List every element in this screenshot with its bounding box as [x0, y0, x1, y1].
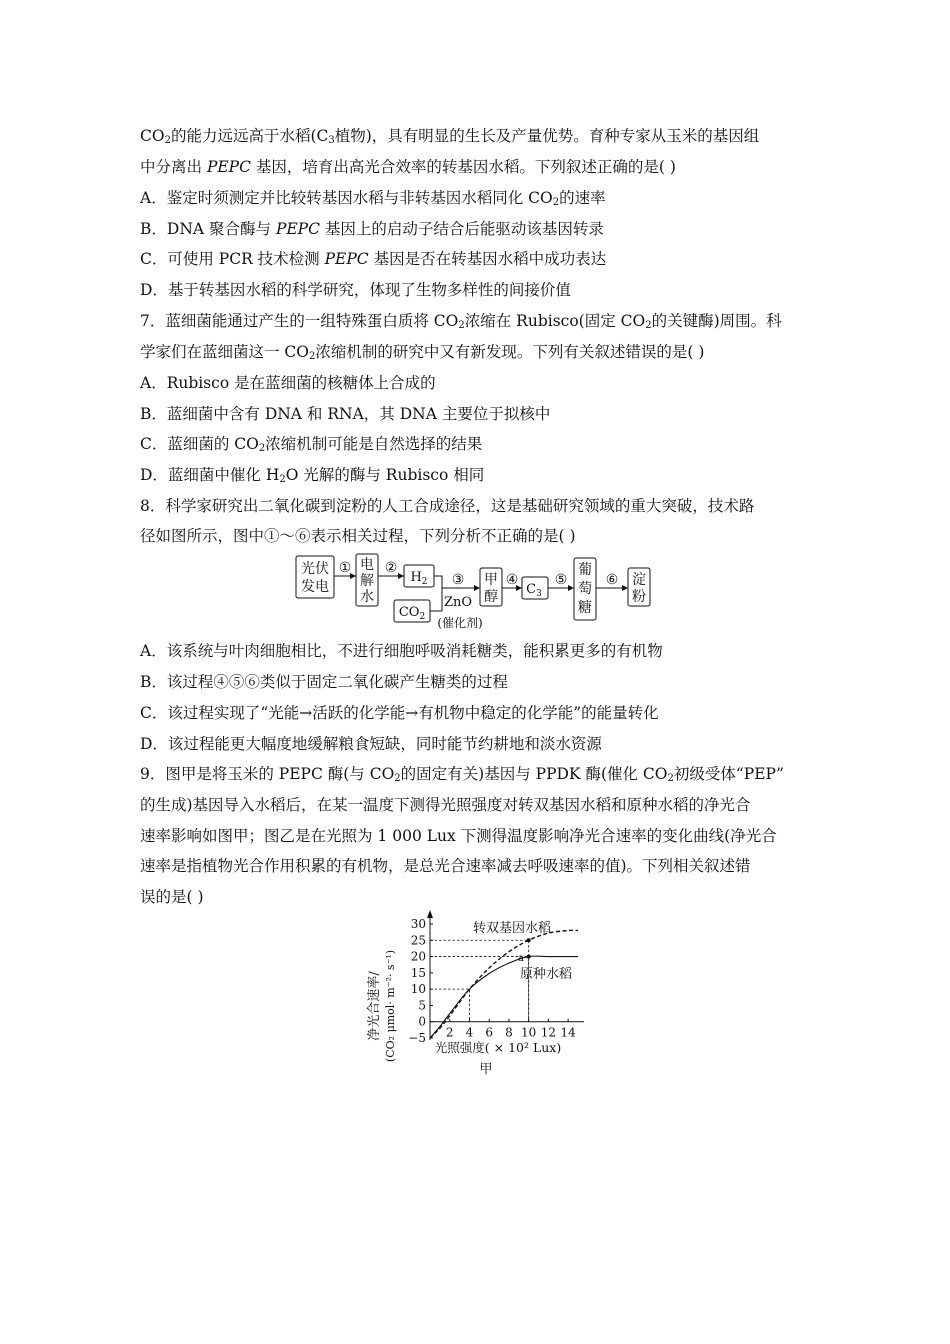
q7-stem-line-1: 7．蓝细菌能通过产生的一组特殊蛋白质将 $CO_2$浓缩在 Rubisco(固定 $CO_2$的关键酶)周围。科	[140, 312, 782, 331]
box-glucose-1: 葡	[578, 562, 592, 578]
y-tick-label: 25	[410, 933, 426, 948]
x-tick-label: 10	[521, 1025, 537, 1040]
y-tick-label: 5	[418, 998, 426, 1013]
point-transgenic-10	[527, 938, 531, 942]
q9-stem-line-1: 9．图甲是将玉米的 PEPC 酶(与 $CO_2$的固定有关)基因与 PPDK 酶(催化 $CO_2$初级受体“PEP”	[140, 765, 784, 784]
step-4: ④	[505, 572, 519, 588]
q9-stem-line-5: 误的是( )	[140, 888, 204, 906]
point-a	[527, 955, 531, 959]
q7-option-d: D．蓝细菌中催化 $H_2O$ 光解的酶与 Rubisco 相同	[140, 466, 485, 485]
x-tick-label: 8	[505, 1025, 513, 1040]
x-tick-label: 2	[445, 1025, 454, 1040]
q8-option-a: A．该系统与叶肉细胞相比，不进行细胞呼吸消耗糖类，能积累更多的有机物	[140, 642, 663, 660]
chart-x-label: 光照强度( × 10² Lux)	[434, 1040, 562, 1055]
x-tick-label: 12	[540, 1025, 557, 1040]
box-glucose-3: 糖	[578, 600, 592, 616]
q8-option-d: D．该过程能更大幅度地缓解粮食短缺，同时能节约耕地和淡水资源	[140, 735, 602, 753]
point-label-a: a	[518, 953, 524, 964]
x-tick-label: 4	[465, 1025, 474, 1040]
chart-caption: 甲	[479, 1062, 493, 1077]
q7-option-a: A．Rubisco 是在蓝细菌的核糖体上合成的	[140, 374, 436, 392]
catalyst-label: ZnO	[443, 595, 473, 610]
box-starch-1: 淀	[632, 572, 646, 588]
q7-option-b: B．蓝细菌中含有 DNA 和 RNA，其 DNA 主要位于拟核中	[140, 405, 551, 423]
q8-option-c: C．该过程实现了“光能→活跃的化学能→有机物中稳定的化学能”的能量转化	[140, 704, 659, 722]
q6-option-b: B．DNA 聚合酶与 PEPC 基因上的启动子结合后能驱动该基因转录	[140, 220, 604, 238]
step-2: ②	[384, 560, 398, 576]
q6-option-c: C．可使用 PCR 技术检测 PEPC 基因是否在转基因水稻中成功表达	[140, 250, 607, 268]
q8-stem-line-2: 径如图所示，图中①～⑥表示相关过程，下列分析不正确的是( )	[140, 527, 576, 545]
step-3: ③	[451, 572, 465, 588]
box-starch-2: 粉	[632, 589, 646, 605]
box-photovoltaic-line1: 光伏	[301, 561, 329, 577]
q9-chart-jia	[360, 910, 600, 1082]
q9-stem-line-3: 速率影响如图甲；图乙是在光照为 1 000 Lux 下测得温度影响净光合速率的变化曲线(净光合	[140, 827, 777, 845]
q8-pathway-diagram	[290, 550, 660, 634]
y-tick-label: 20	[410, 949, 426, 964]
chart-y-label-line1: 净光合速率/	[367, 971, 382, 1041]
q8-option-b: B．该过程④⑤⑥类似于固定二氧化碳产生糖类的过程	[140, 673, 508, 691]
q7-stem-line-2: 学家们在蓝细菌这一 $CO_2$浓缩机制的研究中又有新发现。下列有关叙述错误的是( )	[140, 343, 705, 362]
step-6: ⑥	[605, 572, 619, 588]
box-glucose-2: 萄	[578, 581, 592, 597]
q6-option-d: D．基于转基因水稻的科学研究，体现了生物多样性的间接价值	[140, 281, 571, 299]
curve-label-wild: 原种水稻	[520, 967, 573, 982]
step-5: ⑤	[554, 572, 568, 588]
curve-label-transgenic: 转双基因水稻	[473, 921, 552, 936]
y-axis-arrow	[427, 910, 433, 918]
q6-stem-line-2: 中分离出 PEPC 基因，培育出高光合效率的转基因水稻。下列叙述正确的是( )	[140, 158, 676, 176]
y-tick-label: 0	[418, 1014, 426, 1029]
y-tick-label: −5	[408, 1031, 426, 1045]
q9-stem-line-4: 速率是指植物光合作用积累的有机物，是总光合速率减去呼吸速率的值)。下列相关叙述错	[140, 857, 751, 875]
y-tick-label: 30	[410, 917, 426, 931]
box-electrolysis-3: 水	[360, 589, 374, 605]
q7-option-c: C．蓝细菌的 $CO_2$浓缩机制可能是自然选择的结果	[140, 435, 483, 454]
label-co2: $CO_2$	[398, 605, 426, 622]
label-c3: $C_3$	[526, 582, 542, 599]
y-tick-label: 15	[410, 965, 426, 980]
y-tick-label: 10	[410, 982, 426, 997]
box-methanol-2: 醇	[484, 589, 498, 605]
q6-stem-line-1: $CO_2$的能力远远高于水稻($C_3$植物)，具有明显的生长及产量优势。育种专家从玉米的基因组	[140, 127, 760, 146]
x-tick-label: 14	[560, 1025, 576, 1040]
box-electrolysis-2: 解	[360, 573, 374, 589]
label-h2: $H_2$	[410, 570, 428, 587]
chart-y-label-line2: (CO₂ μmol· m⁻²· s⁻¹)	[384, 949, 397, 1063]
step-1: ①	[338, 560, 352, 576]
x-tick-label: 6	[485, 1025, 494, 1040]
q6-option-a: A．鉴定时须测定并比较转基因水稻与非转基因水稻同化 $CO_2$的速率	[140, 189, 606, 208]
box-photovoltaic-line2: 发电	[301, 579, 329, 595]
catalyst-note: (催化剂)	[437, 616, 483, 630]
box-electrolysis-1: 电	[360, 557, 374, 573]
box-methanol-1: 甲	[484, 572, 498, 588]
q9-stem-line-2: 的生成)基因导入水稻后，在某一温度下测得光照强度对转双基因水稻和原种水稻的净光合	[140, 796, 751, 814]
q8-stem-line-1: 8．科学家研究出二氧化碳到淀粉的人工合成途径，这是基础研究领域的重大突破，技术路	[140, 497, 755, 515]
